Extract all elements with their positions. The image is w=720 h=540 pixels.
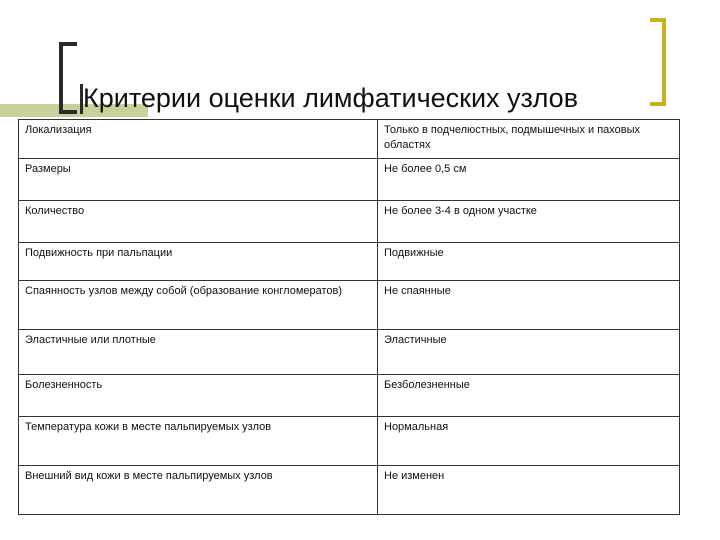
table-row [19,417,680,466]
criterion-cell: Внешний вид кожи в месте пальпируемых узлов [19,466,378,515]
table-row [19,159,680,201]
criterion-cell: Эластичные или плотные [19,330,378,375]
value-cell: Не более 3-4 в одном участке [378,201,680,243]
slide-title: Критерии оценки лимфатических узлов [83,83,579,113]
value-cell: Не более 0,5 см [378,159,680,201]
table-row [19,281,680,330]
value-cell: Подвижные [378,243,680,281]
criterion-cell: Количество [19,201,378,243]
criteria-table [18,119,680,515]
criterion-cell: Подвижность при пальпации [19,243,378,281]
left-bracket-decoration [59,42,77,114]
value-cell: Не спаянные [378,281,680,330]
criterion-cell: Температура кожи в месте пальпируемых узлов [19,417,378,466]
criterion-cell: Болезненность [19,375,378,417]
value-cell: Только в подчелюстных, подмышечных и паховых областях [378,120,680,159]
criterion-cell: Размеры [19,159,378,201]
table-row [19,375,680,417]
value-cell: Безболезненные [378,375,680,417]
table-row [19,243,680,281]
value-cell: Не изменен [378,466,680,515]
criterion-cell: Локализация [19,120,378,159]
table-row [19,330,680,375]
criterion-cell: Спаянность узлов между собой (образование конгломератов) [19,281,378,330]
right-bracket-decoration [650,18,666,106]
table-row [19,466,680,515]
table-row [19,201,680,243]
value-cell: Эластичные [378,330,680,375]
table-row [19,120,680,159]
value-cell: Нормальная [378,417,680,466]
